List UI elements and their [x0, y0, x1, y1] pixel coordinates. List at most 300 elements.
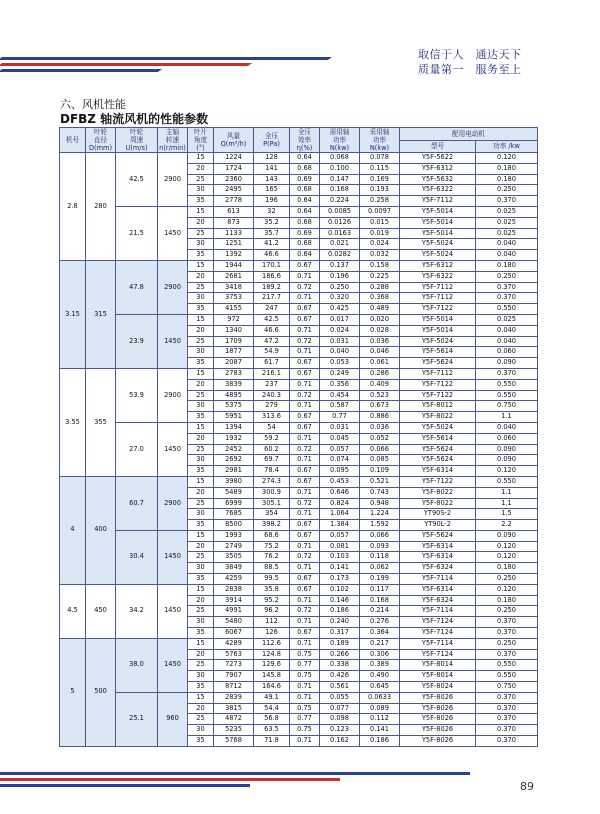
shaft-power: 0.338	[320, 660, 360, 671]
flow: 1724	[214, 163, 254, 174]
motor-power: 0.120	[476, 541, 538, 552]
header-blade_angle: 叶片 角度 (°)	[188, 128, 214, 153]
flow: 2452	[214, 444, 254, 455]
motor-model: Y5F-8012	[400, 401, 476, 412]
motor-power: 0.180	[476, 174, 538, 185]
motor-power: 0.550	[476, 379, 538, 390]
tip-speed: 60.7	[116, 476, 158, 530]
used-power: 0.028	[360, 325, 400, 336]
shaft-power: 1.064	[320, 509, 360, 520]
efficiency: 0.71	[290, 692, 320, 703]
blade-angle: 35	[188, 250, 214, 261]
header-spindle_speed: 主轴 转速 n(r/min)	[159, 128, 186, 152]
used-power: 0.019	[360, 228, 400, 239]
pressure: 88.5	[254, 563, 290, 574]
shaft-power: 0.081	[320, 541, 360, 552]
efficiency: 0.71	[290, 325, 320, 336]
efficiency: 0.71	[290, 736, 320, 747]
blade-angle: 30	[188, 401, 214, 412]
pressure: 54.9	[254, 347, 290, 358]
motor-model: Y5F-8026	[400, 692, 476, 703]
blade-angle: 25	[188, 444, 214, 455]
motor-model: Y5F-6314	[400, 466, 476, 477]
shaft-power: 0.196	[320, 271, 360, 282]
pressure: 49.1	[254, 692, 290, 703]
pressure: 145.8	[254, 671, 290, 682]
stripe-red	[0, 63, 252, 66]
flow: 5489	[214, 487, 254, 498]
machine-number: 3.15	[60, 260, 86, 368]
motor-model: Y5F-8026	[400, 736, 476, 747]
stripe-blue	[0, 57, 332, 60]
used-power: 0.020	[360, 314, 400, 325]
shaft-power: 0.031	[320, 336, 360, 347]
motor-model: YT90S-2	[400, 509, 476, 520]
used-power: 0.521	[360, 476, 400, 487]
table-header	[60, 128, 538, 153]
motor-power: 0.250	[476, 271, 538, 282]
shaft-power: 0.0126	[320, 217, 360, 228]
blade-angle: 30	[188, 185, 214, 196]
flow: 2838	[214, 584, 254, 595]
used-power: 0.066	[360, 444, 400, 455]
pressure: 46.6	[254, 325, 290, 336]
flow: 3839	[214, 379, 254, 390]
shaft-power: 0.426	[320, 671, 360, 682]
motor-model: Y5F-6324	[400, 595, 476, 606]
efficiency: 0.71	[290, 293, 320, 304]
blade-angle: 15	[188, 476, 214, 487]
used-power: 0.036	[360, 422, 400, 433]
motor-model: YT90L-2	[400, 520, 476, 531]
flow: 1944	[214, 260, 254, 271]
efficiency: 0.68	[290, 163, 320, 174]
efficiency: 0.67	[290, 412, 320, 423]
shaft-power: 0.266	[320, 649, 360, 660]
shaft-power: 0.055	[320, 692, 360, 703]
used-power: 0.085	[360, 455, 400, 466]
shaft-power: 0.053	[320, 358, 360, 369]
flow: 4895	[214, 390, 254, 401]
shaft-power: 0.317	[320, 628, 360, 639]
pressure: 274.3	[254, 476, 290, 487]
header-efficiency: 全压 效率 η(%)	[290, 128, 320, 153]
pressure: 35.7	[254, 228, 290, 239]
motor-model: Y5F-5624	[400, 444, 476, 455]
blade-angle: 25	[188, 660, 214, 671]
tip-speed: 21.5	[116, 206, 158, 260]
motor-model: Y5F-6322	[400, 271, 476, 282]
blade-angle: 15	[188, 206, 214, 217]
efficiency: 0.64	[290, 250, 320, 261]
blade-angle: 20	[188, 703, 214, 714]
efficiency: 0.64	[290, 153, 320, 164]
pressure: 41.2	[254, 239, 290, 250]
blade-angle: 15	[188, 530, 214, 541]
flow: 1133	[214, 228, 254, 239]
pressure: 165	[254, 185, 290, 196]
efficiency: 0.72	[290, 444, 320, 455]
pressure: 398.2	[254, 520, 290, 531]
shaft-power: 0.077	[320, 703, 360, 714]
used-power: 0.109	[360, 466, 400, 477]
motor-power: 0.025	[476, 206, 538, 217]
spindle-speed: 1450	[158, 584, 188, 638]
shaft-power: 0.173	[320, 574, 360, 585]
efficiency: 0.72	[290, 606, 320, 617]
spindle-speed: 1450	[158, 314, 188, 368]
efficiency: 0.71	[290, 379, 320, 390]
shaft-power: 0.141	[320, 563, 360, 574]
motor-model: Y5F-5632	[400, 174, 476, 185]
motor-power: 0.180	[476, 563, 538, 574]
shaft-power: 0.095	[320, 466, 360, 477]
motor-power: 0.090	[476, 358, 538, 369]
motor-power: 0.370	[476, 703, 538, 714]
efficiency: 0.67	[290, 530, 320, 541]
blade-angle: 20	[188, 325, 214, 336]
motor-power: 0.370	[476, 293, 538, 304]
motor-power: 0.250	[476, 185, 538, 196]
shaft-power: 1.384	[320, 520, 360, 531]
motor-model: Y5F-5024	[400, 336, 476, 347]
motor-power: 0.550	[476, 660, 538, 671]
motor-model: Y5F-7122	[400, 390, 476, 401]
motor-power: 0.370	[476, 649, 538, 660]
motor-model: Y5F-7122	[400, 304, 476, 315]
flow: 2681	[214, 271, 254, 282]
motor-power: 0.120	[476, 552, 538, 563]
pressure: 170.1	[254, 260, 290, 271]
spindle-speed: 1450	[158, 530, 188, 584]
used-power: 0.158	[360, 260, 400, 271]
header-impeller_dia: 叶轮 直径 D(mm)	[86, 128, 116, 153]
motor-power: 0.750	[476, 401, 538, 412]
motor-model: Y5F-7114	[400, 606, 476, 617]
header-motor-model: 型号	[400, 140, 476, 153]
pressure: 54	[254, 422, 290, 433]
used-power: 0.066	[360, 530, 400, 541]
motor-model: Y5F-7122	[400, 476, 476, 487]
flow: 4259	[214, 574, 254, 585]
shaft-power: 0.123	[320, 725, 360, 736]
blade-angle: 30	[188, 671, 214, 682]
spindle-speed: 1450	[158, 638, 188, 692]
efficiency: 0.67	[290, 584, 320, 595]
shaft-power: 0.356	[320, 379, 360, 390]
pressure: 54.4	[254, 703, 290, 714]
flow: 1224	[214, 153, 254, 164]
flow: 4155	[214, 304, 254, 315]
pressure: 189.2	[254, 282, 290, 293]
blade-angle: 30	[188, 293, 214, 304]
slogan	[418, 47, 522, 77]
used-power: 0.0633	[360, 692, 400, 703]
pressure: 112	[254, 617, 290, 628]
motor-model: Y5F-5014	[400, 314, 476, 325]
motor-model: Y5F-5024	[400, 250, 476, 261]
blade-angle: 35	[188, 412, 214, 423]
shaft-power: 0.147	[320, 174, 360, 185]
motor-model: Y5F-6312	[400, 260, 476, 271]
blade-angle: 20	[188, 379, 214, 390]
pressure: 71.8	[254, 736, 290, 747]
efficiency: 0.75	[290, 649, 320, 660]
motor-power: 0.090	[476, 444, 538, 455]
efficiency: 0.72	[290, 552, 320, 563]
pressure: 46.6	[254, 250, 290, 261]
used-power: 0.489	[360, 304, 400, 315]
used-power: 0.288	[360, 282, 400, 293]
used-power: 0.214	[360, 606, 400, 617]
flow: 5763	[214, 649, 254, 660]
table-row	[60, 476, 538, 487]
shaft-power: 0.068	[320, 153, 360, 164]
shaft-power: 0.189	[320, 638, 360, 649]
blade-angle: 20	[188, 541, 214, 552]
used-power: 0.645	[360, 682, 400, 693]
blade-angle: 25	[188, 228, 214, 239]
motor-power: 0.550	[476, 476, 538, 487]
shaft-power: 0.021	[320, 239, 360, 250]
efficiency: 0.67	[290, 476, 320, 487]
table-row	[60, 422, 538, 433]
motor-model: Y5F-7124	[400, 649, 476, 660]
machine-number: 2.8	[60, 153, 86, 261]
efficiency: 0.71	[290, 347, 320, 358]
header-shaft_power: 需用轴 功率 N(kw)	[320, 128, 360, 153]
blade-angle: 15	[188, 638, 214, 649]
shaft-power: 0.100	[320, 163, 360, 174]
impeller-diameter: 400	[86, 476, 116, 584]
blade-angle: 20	[188, 595, 214, 606]
flow: 4991	[214, 606, 254, 617]
impeller-diameter: 500	[86, 638, 116, 746]
used-power: 0.061	[360, 358, 400, 369]
pressure: 35.8	[254, 584, 290, 595]
table-row	[60, 368, 538, 379]
motor-model: Y5F-6312	[400, 163, 476, 174]
motor-model: Y5F-7112	[400, 196, 476, 207]
efficiency: 0.72	[290, 336, 320, 347]
used-power: 0.199	[360, 574, 400, 585]
motor-model: Y5F-7122	[400, 379, 476, 390]
machine-number: 5	[60, 638, 86, 746]
table-row	[60, 692, 538, 703]
motor-power: 0.370	[476, 368, 538, 379]
used-power: 0.093	[360, 541, 400, 552]
pressure: 354	[254, 509, 290, 520]
used-power: 0.052	[360, 433, 400, 444]
motor-power: 0.040	[476, 336, 538, 347]
pressure: 32	[254, 206, 290, 217]
shaft-power: 0.074	[320, 455, 360, 466]
flow: 8712	[214, 682, 254, 693]
blade-angle: 15	[188, 368, 214, 379]
blade-angle: 25	[188, 282, 214, 293]
efficiency: 0.67	[290, 304, 320, 315]
shaft-power: 0.240	[320, 617, 360, 628]
flow: 972	[214, 314, 254, 325]
stripe-red	[0, 778, 340, 781]
impeller-diameter: 450	[86, 584, 116, 638]
used-power: 0.062	[360, 563, 400, 574]
flow: 2087	[214, 358, 254, 369]
blade-angle: 20	[188, 271, 214, 282]
flow: 5235	[214, 725, 254, 736]
blade-angle: 35	[188, 358, 214, 369]
blade-angle: 30	[188, 725, 214, 736]
efficiency: 0.72	[290, 498, 320, 509]
efficiency: 0.71	[290, 455, 320, 466]
used-power: 0.112	[360, 714, 400, 725]
pressure: 68.6	[254, 530, 290, 541]
efficiency: 0.72	[290, 282, 320, 293]
motor-power: 0.180	[476, 595, 538, 606]
used-power: 0.886	[360, 412, 400, 423]
motor-power: 0.180	[476, 260, 538, 271]
efficiency: 0.71	[290, 433, 320, 444]
pressure: 186.6	[254, 271, 290, 282]
stripe-blue	[0, 784, 250, 787]
motor-model: Y5F-6314	[400, 584, 476, 595]
tip-speed: 23.9	[116, 314, 158, 368]
motor-power: 0.370	[476, 628, 538, 639]
efficiency: 0.75	[290, 671, 320, 682]
flow: 2692	[214, 455, 254, 466]
motor-power: 0.090	[476, 455, 538, 466]
efficiency: 0.67	[290, 466, 320, 477]
flow: 2778	[214, 196, 254, 207]
machine-number: 3.55	[60, 368, 86, 476]
shaft-power: 0.425	[320, 304, 360, 315]
header-motor-power: 功率 /kw	[476, 140, 538, 153]
shaft-power: 0.168	[320, 185, 360, 196]
pressure: 164.6	[254, 682, 290, 693]
efficiency: 0.77	[290, 660, 320, 671]
motor-model: Y5F-5624	[400, 358, 476, 369]
used-power: 0.523	[360, 390, 400, 401]
motor-power: 0.090	[476, 530, 538, 541]
motor-power: 0.370	[476, 282, 538, 293]
blade-angle: 25	[188, 498, 214, 509]
impeller-diameter: 280	[86, 153, 116, 261]
motor-power: 0.120	[476, 153, 538, 164]
pressure: 42.5	[254, 314, 290, 325]
pressure: 78.4	[254, 466, 290, 477]
flow: 5768	[214, 736, 254, 747]
blade-angle: 20	[188, 433, 214, 444]
motor-model: Y5F-5622	[400, 153, 476, 164]
flow: 3914	[214, 595, 254, 606]
pressure: 124.8	[254, 649, 290, 660]
pressure: 143	[254, 174, 290, 185]
motor-model: Y5F-7124	[400, 617, 476, 628]
pressure: 75.2	[254, 541, 290, 552]
efficiency: 0.64	[290, 196, 320, 207]
flow: 7907	[214, 671, 254, 682]
used-power: 0.024	[360, 239, 400, 250]
efficiency: 0.64	[290, 206, 320, 217]
blade-angle: 20	[188, 163, 214, 174]
flow: 5951	[214, 412, 254, 423]
used-power: 0.036	[360, 336, 400, 347]
blade-angle: 20	[188, 217, 214, 228]
motor-power: 0.180	[476, 163, 538, 174]
flow: 1394	[214, 422, 254, 433]
pressure: 196	[254, 196, 290, 207]
used-power: 0.015	[360, 217, 400, 228]
header-pressure: 全压 P(Pa)	[254, 128, 290, 153]
header-model: 机号	[60, 128, 86, 153]
blade-angle: 15	[188, 260, 214, 271]
pressure: 128	[254, 153, 290, 164]
tip-speed: 27.0	[116, 422, 158, 476]
motor-model: Y5F-7114	[400, 638, 476, 649]
header-tip_speed: 叶轮 周速 U(m/s)	[116, 128, 158, 153]
motor-model: Y5F-7112	[400, 282, 476, 293]
stripe-blue	[0, 772, 470, 775]
motor-power: 0.120	[476, 466, 538, 477]
machine-number: 4.5	[60, 584, 86, 638]
motor-power: 0.370	[476, 714, 538, 725]
motor-power: 1.1	[476, 487, 538, 498]
pressure: 216.1	[254, 368, 290, 379]
shaft-power: 0.646	[320, 487, 360, 498]
table-row	[60, 530, 538, 541]
blade-angle: 30	[188, 347, 214, 358]
pressure: 247	[254, 304, 290, 315]
flow: 1932	[214, 433, 254, 444]
motor-model: Y5F-8014	[400, 660, 476, 671]
shaft-power: 0.057	[320, 530, 360, 541]
flow: 5480	[214, 617, 254, 628]
flow: 4872	[214, 714, 254, 725]
flow: 3753	[214, 293, 254, 304]
spindle-speed: 1450	[158, 422, 188, 476]
shaft-power: 0.320	[320, 293, 360, 304]
pressure: 35.2	[254, 217, 290, 228]
blade-angle: 30	[188, 563, 214, 574]
page-number: 89	[520, 780, 534, 793]
motor-power: 2.2	[476, 520, 538, 531]
motor-power: 1.1	[476, 498, 538, 509]
motor-model: Y5F-5624	[400, 530, 476, 541]
motor-power: 0.250	[476, 574, 538, 585]
efficiency: 0.67	[290, 368, 320, 379]
pressure: 96.2	[254, 606, 290, 617]
shaft-power: 0.057	[320, 444, 360, 455]
used-power: 0.743	[360, 487, 400, 498]
pressure: 313.6	[254, 412, 290, 423]
blade-angle: 25	[188, 552, 214, 563]
efficiency: 0.71	[290, 617, 320, 628]
motor-power: 0.370	[476, 736, 538, 747]
used-power: 0.286	[360, 368, 400, 379]
flow: 6067	[214, 628, 254, 639]
shaft-power: 0.587	[320, 401, 360, 412]
motor-power: 0.550	[476, 304, 538, 315]
efficiency: 0.71	[290, 541, 320, 552]
motor-power: 0.040	[476, 250, 538, 261]
shaft-power: 0.250	[320, 282, 360, 293]
efficiency: 0.67	[290, 358, 320, 369]
efficiency: 0.77	[290, 714, 320, 725]
flow: 2839	[214, 692, 254, 703]
motor-power: 0.060	[476, 347, 538, 358]
motor-power: 0.025	[476, 217, 538, 228]
used-power: 0.117	[360, 584, 400, 595]
